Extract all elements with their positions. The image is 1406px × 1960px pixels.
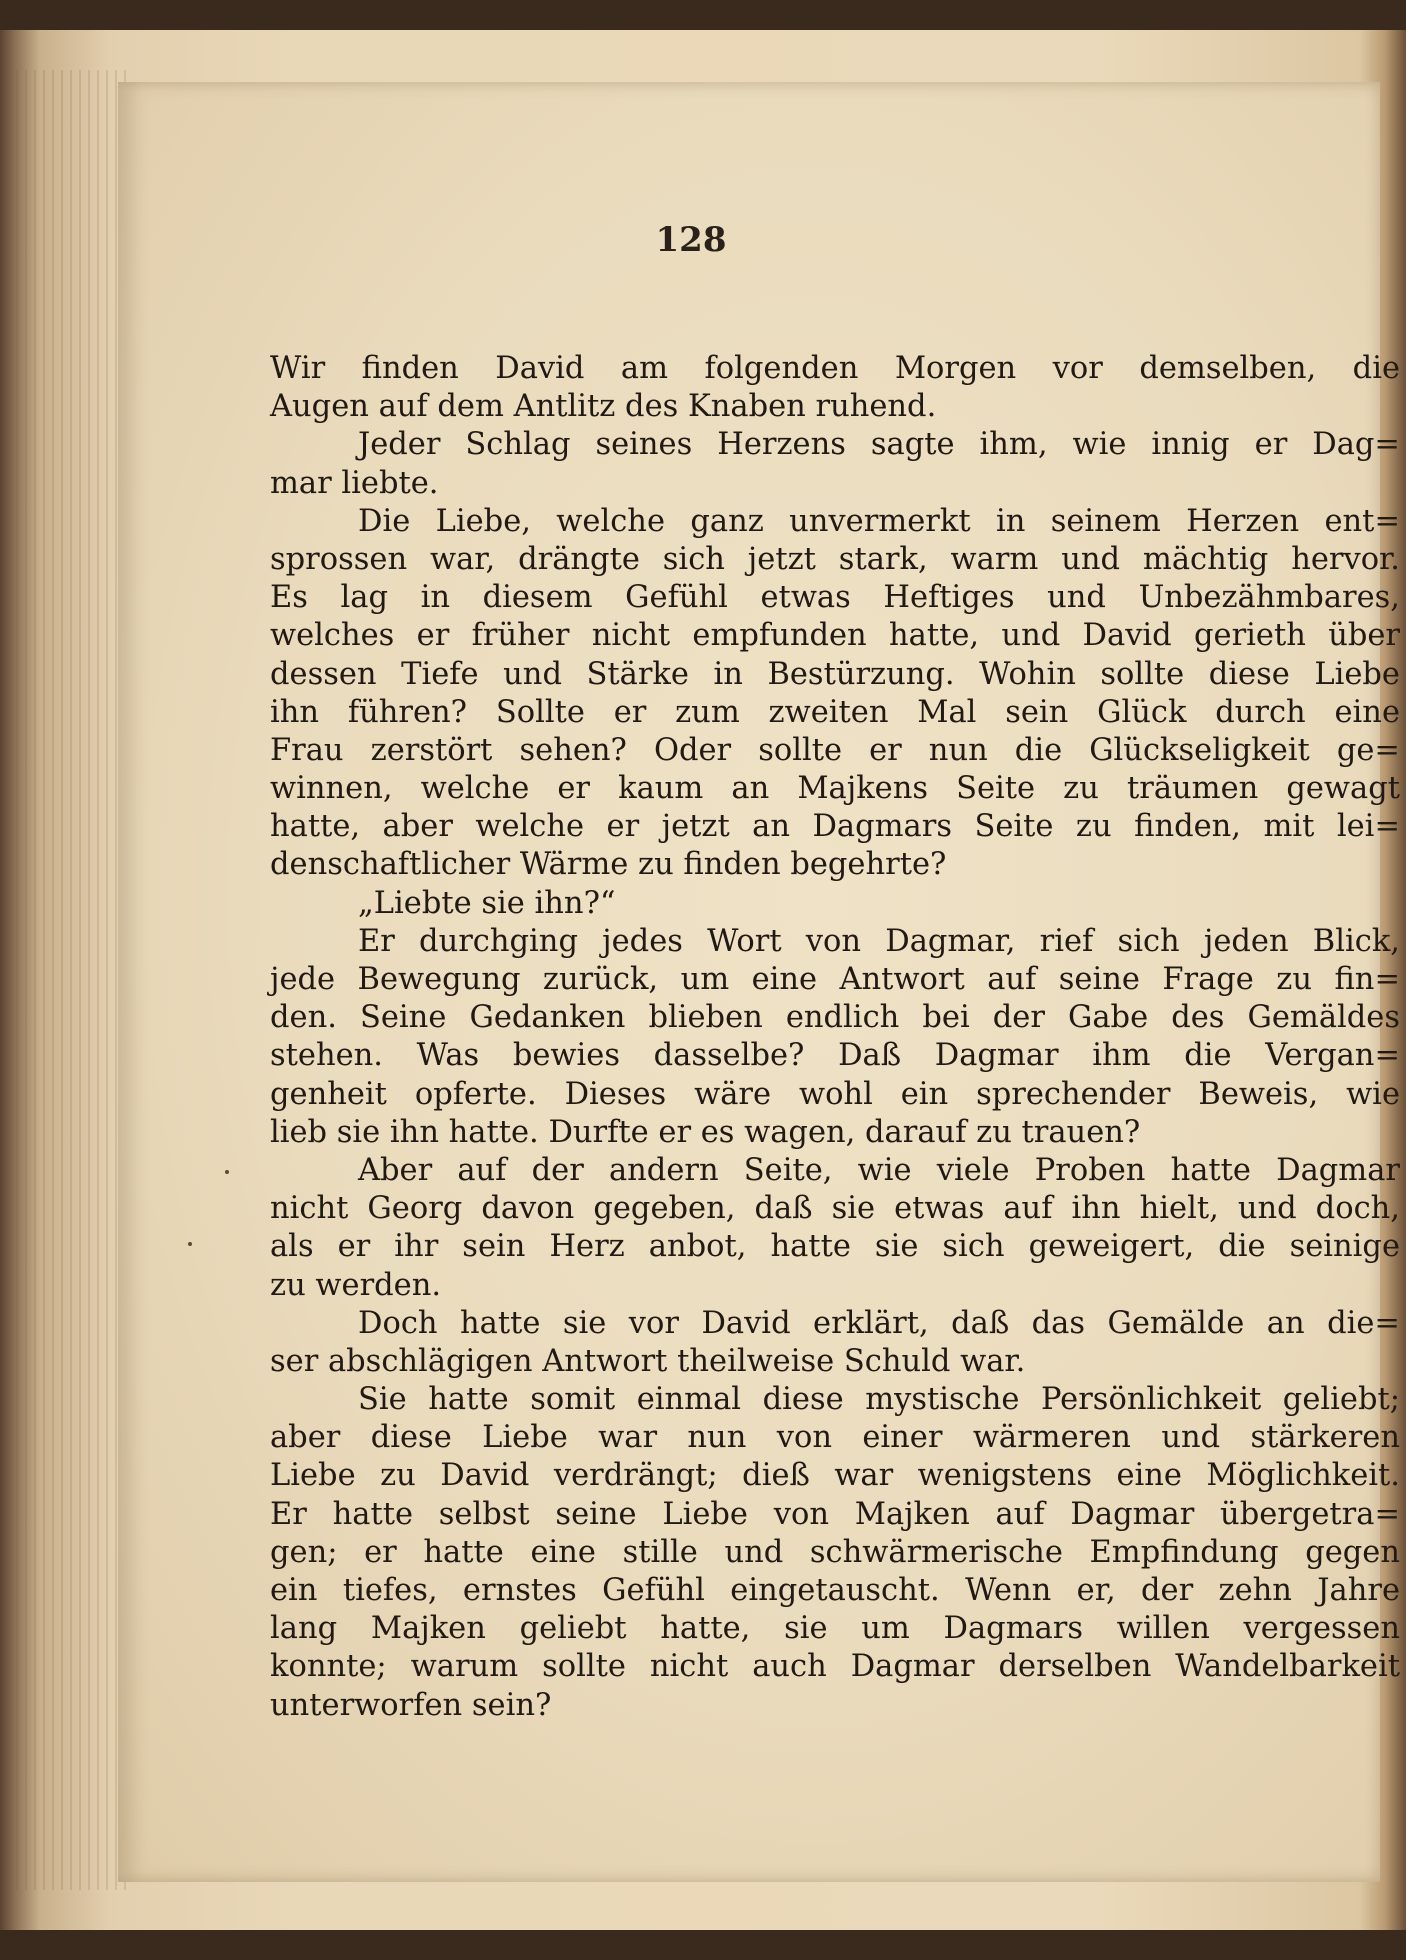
- text-line: als er ihr sein Herz anbot, hatte sie sich geweigert, die seinige: [270, 1229, 1400, 1265]
- text-line: denschaftlicher Wärme zu finden begehrte?: [270, 847, 947, 883]
- text-line: sprossen war, drängte sich jetzt stark, warm und mächtig hervor.: [270, 541, 1400, 577]
- book: [0, 30, 1406, 1930]
- text-line: Es lag in diesem Gefühl etwas Heftiges und Unbezähmbares,: [270, 580, 1400, 616]
- text-line: dessen Tiefe und Stärke in Bestürzung. Wohin sollte diese Liebe: [270, 656, 1400, 692]
- text-line: Er hatte selbst seine Liebe von Majken auf Dagmar übergetra=: [270, 1496, 1400, 1532]
- text-line: den. Seine Gedanken blieben endlich bei der Gabe des Gemäldes: [270, 1000, 1400, 1036]
- text-line: ihn führen? Sollte er zum zweiten Mal sein Glück durch eine: [270, 694, 1400, 730]
- text-line: Doch hatte sie vor David erklärt, daß das Gemälde an die=: [358, 1305, 1400, 1341]
- ink-speck: [188, 1242, 192, 1246]
- text-line: stehen. Was bewies dasselbe? Daß Dagmar ihm die Vergan=: [270, 1038, 1400, 1074]
- text-line: welches er früher nicht empfunden hatte, und David gerieth über: [270, 618, 1400, 654]
- text-line: hatte, aber welche er jetzt an Dagmars Seite zu finden, mit lei=: [270, 809, 1400, 845]
- text-line: ser abschlägigen Antwort theilweise Schuld war.: [270, 1343, 1026, 1379]
- text-line: lang Majken geliebt hatte, sie um Dagmars willen vergessen: [270, 1611, 1400, 1647]
- text-line: aber diese Liebe war nun von einer wärmeren und stärkeren: [270, 1420, 1400, 1456]
- text-line: Sie hatte somit einmal diese mystische Persönlichkeit geliebt;: [358, 1382, 1400, 1418]
- text-line: nicht Georg davon gegeben, daß sie etwas auf ihn hielt, und doch,: [270, 1191, 1400, 1227]
- text-line: lieb sie ihn hatte. Durfte er es wagen, darauf zu trauen?: [270, 1114, 1141, 1150]
- book-page: [118, 82, 1400, 1882]
- text-line: jede Bewegung zurück, um eine Antwort auf seine Frage zu fin=: [270, 962, 1400, 997]
- text-line: mar liebte.: [270, 465, 439, 501]
- text-line: unterworfen sein?: [270, 1687, 552, 1723]
- text-line: Aber auf der andern Seite, wie viele Proben hatte Dagmar: [358, 1152, 1400, 1188]
- text-line: ein tiefes, ernstes Gefühl eingetauscht. Wenn er, der zehn Jahre: [270, 1573, 1400, 1608]
- text-line: Frau zerstört sehen? Oder sollte er nun die Glückseligkeit ge=: [270, 732, 1400, 768]
- text-line: zu werden.: [270, 1267, 442, 1303]
- page-number: 128: [655, 220, 727, 260]
- text-line: Jeder Schlag seines Herzens sagte ihm, wie innig er Dag=: [358, 427, 1400, 463]
- text-line: Augen auf dem Antlitz des Knaben ruhend.: [270, 389, 937, 425]
- text-line: konnte; warum sollte nicht auch Dagmar derselben Wandelbarkeit: [270, 1649, 1400, 1685]
- text-line: Er durchging jedes Wort von Dagmar, rief sich jeden Blick,: [358, 923, 1400, 959]
- body-text: [270, 350, 1400, 1725]
- text-line: Liebe zu David verdrängt; dieß war wenigstens eine Möglichkeit.: [270, 1458, 1400, 1494]
- text-line: gen; er hatte eine stille und schwärmerische Empfindung gegen: [270, 1534, 1400, 1570]
- ink-speck: [225, 1170, 229, 1174]
- text-line: „Liebte sie ihn?“: [358, 885, 616, 921]
- text-line: Die Liebe, welche ganz unvermerkt in seinem Herzen ent=: [358, 503, 1400, 539]
- page-edges: [0, 70, 130, 1890]
- text-line: Wir finden David am folgenden Morgen vor demselben, die: [270, 351, 1400, 386]
- text-line: genheit opferte. Dieses wäre wohl ein sprechender Beweis, wie: [270, 1076, 1400, 1112]
- text-line: winnen, welche er kaum an Majkens Seite zu träumen gewagt: [270, 771, 1400, 807]
